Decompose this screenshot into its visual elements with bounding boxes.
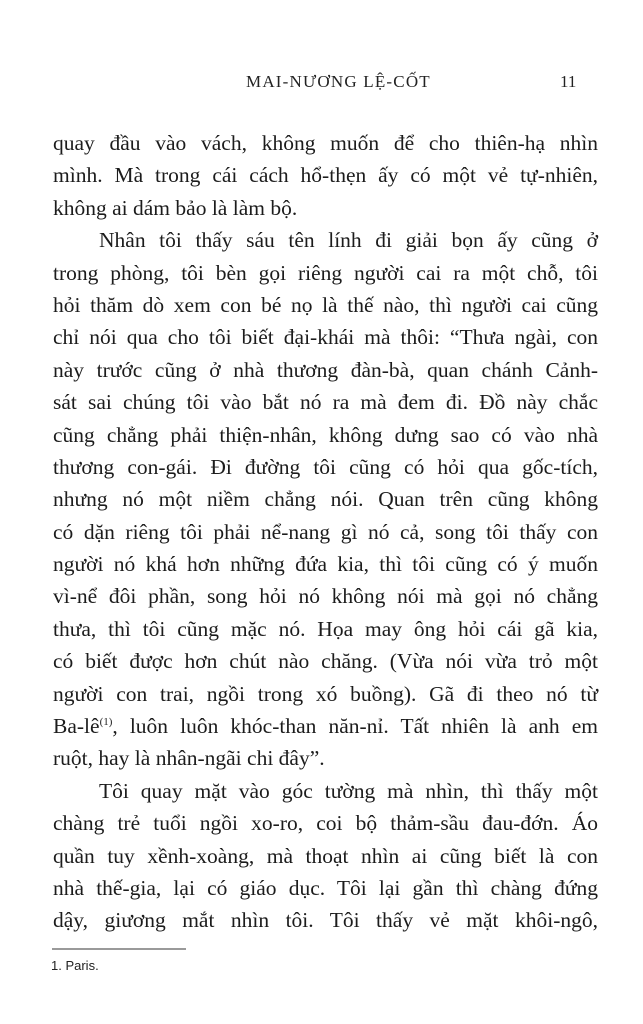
- text-line: chỉ nói qua cho tôi biết đại-khái mà thôi: “Thưa ngài, con: [53, 325, 598, 350]
- page-number: 11: [560, 72, 577, 91]
- text-line: Tôi quay mặt vào góc tường mà nhìn, thì thấy một: [99, 778, 598, 803]
- footnote-marker[interactable]: (1): [99, 716, 113, 729]
- text-line: nhưng nó một niềm chẳng nói. Quan trên cũng không: [53, 487, 598, 512]
- running-header: [0, 72, 643, 102]
- text-line: thương con-gái. Đi đường tôi cũng có hỏi qua gốc-tích,: [53, 454, 598, 479]
- text-line: này trước cũng ở nhà thương đàn-bà, quan chánh Cảnh-: [53, 357, 598, 382]
- text-line: mình. Mà trong cái cách hổ-thẹn ấy có một vẻ tự-nhiên,: [53, 163, 598, 188]
- text-line: trong phòng, tôi bèn gọi riêng người cai ra một chỗ, tôi: [53, 260, 598, 285]
- footnote: 1. Paris.: [51, 958, 99, 973]
- body-text: [53, 127, 613, 937]
- text-line: [53, 710, 598, 742]
- place-name: Ba-lê: [53, 714, 100, 739]
- text-line: nhà thế-gia, lại có giáo dục. Tôi lại gần thì chàng đứng: [53, 875, 598, 900]
- text-line: người con trai, ngồi trong xó buồng). Gã đi theo nó từ: [53, 681, 598, 706]
- text-line: dậy, giương mắt nhìn tôi. Tôi thấy vẻ mặt khôi-ngô,: [53, 908, 598, 933]
- text-line: người nó khá hơn những đứa kia, thì tôi cũng có ý muốn: [53, 552, 598, 577]
- text-line: hỏi thăm dò xem con bé nọ là thế nào, thì người cai cũng: [53, 292, 598, 317]
- text-line: sát sai chúng tôi vào bắt nó ra mà đem đi. Đồ này chắc: [53, 390, 598, 415]
- line-remainder: , luôn luôn khóc-than năn-nỉ. Tất nhiên là anh em: [112, 714, 598, 739]
- text-line: quay đầu vào vách, không muốn để cho thiên-hạ nhìn: [53, 131, 598, 155]
- running-title: MAI-NƯƠNG LỆ-CỐT: [246, 72, 431, 91]
- text-line: ruột, hay là nhân-ngãi chi đây”.: [53, 746, 325, 771]
- text-line: thưa, thì tôi cũng mặc nó. Họa may ông hỏi cái gã kia,: [53, 616, 598, 641]
- footnote-divider: [52, 948, 186, 950]
- text-line: có dặn riêng tôi phải nể-nang gì nó cả, song tôi thấy con: [53, 519, 598, 544]
- text-line: có biết được hơn chút nào chăng. (Vừa nói vừa trỏ một: [53, 649, 598, 674]
- text-line: cũng chẳng phải thiện-nhân, không dưng sao có vào nhà: [53, 422, 598, 447]
- text-line: vì-nể đôi phần, song hỏi nó không nói mà gọi nó chẳng: [53, 584, 598, 609]
- text-line: chàng trẻ tuổi ngồi xo-ro, coi bộ thảm-sầu đau-đớn. Áo: [53, 811, 598, 836]
- text-line: quần tuy xềnh-xoàng, mà thoạt nhìn ai cũng biết là con: [53, 843, 598, 868]
- text-line: không ai dám bảo là làm bộ.: [53, 195, 298, 220]
- text-line: Nhân tôi thấy sáu tên lính đi giải bọn ấy cũng ở: [99, 228, 598, 253]
